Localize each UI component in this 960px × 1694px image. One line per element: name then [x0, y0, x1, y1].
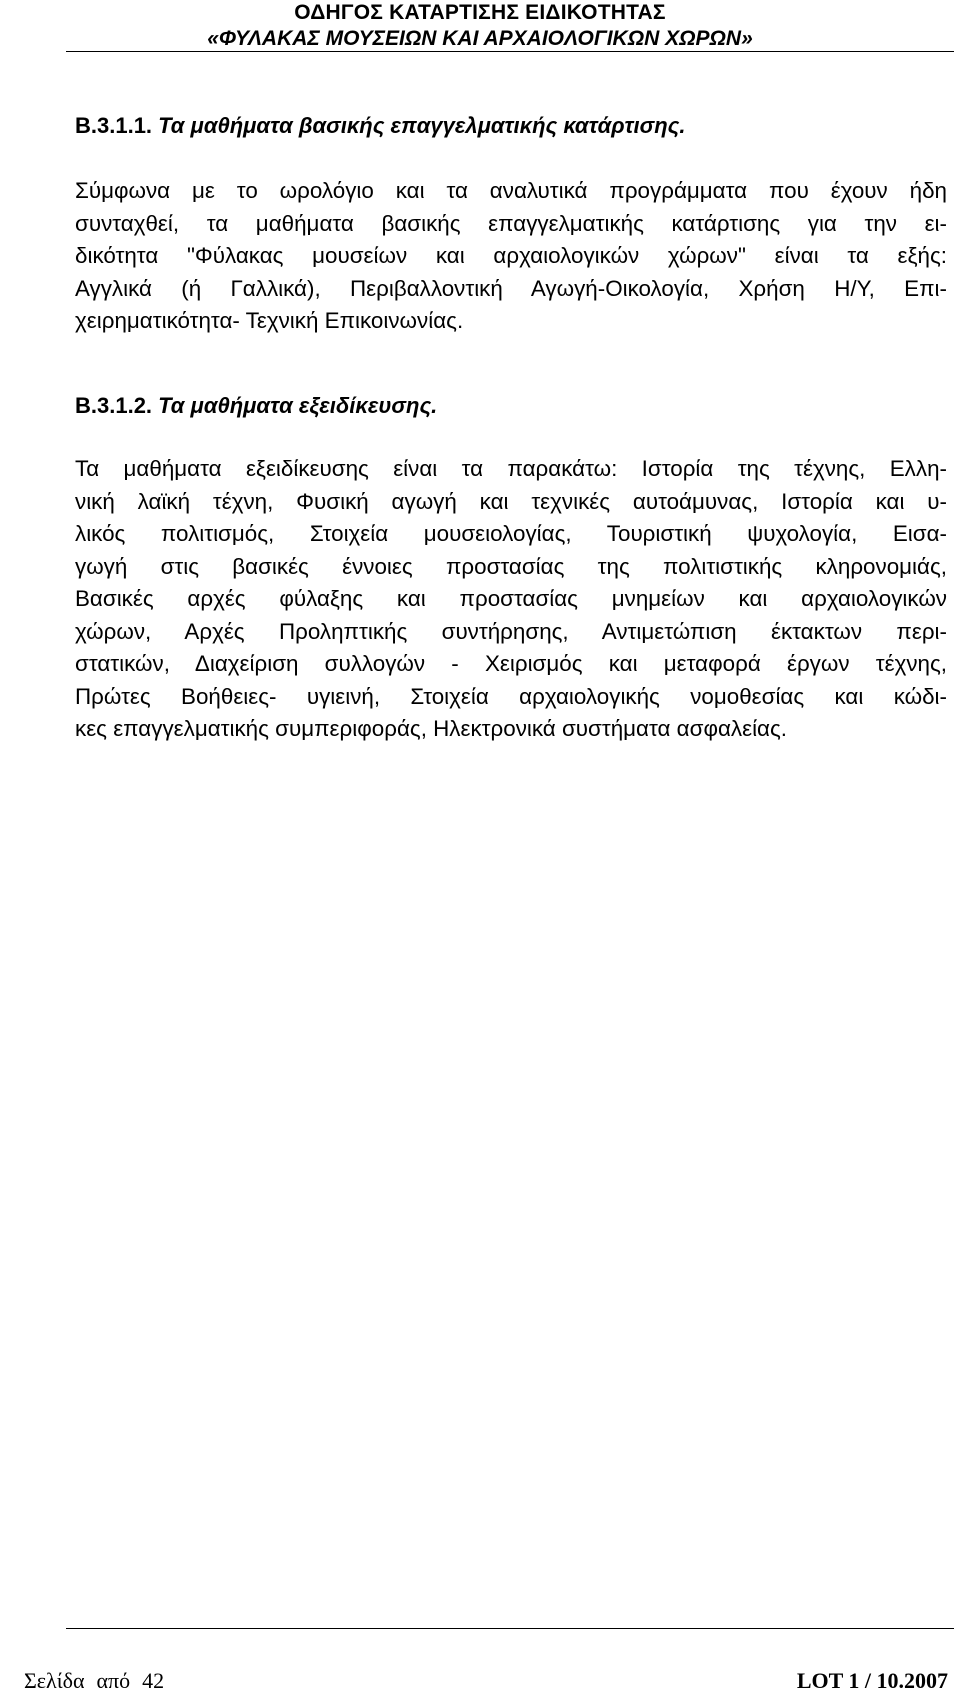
- text-line: συνταχθεί, τα μαθήματα βασικής επαγγελματικής κατάρτισης για την ει-: [75, 210, 947, 236]
- text-line: κες επαγγελματικής συμπεριφοράς, Ηλεκτρονικά συστήματα ασφαλείας.: [75, 716, 788, 741]
- total-pages: 42: [142, 1668, 165, 1693]
- text-line: Τα μαθήματα εξειδίκευσης είναι τα παρακάτω: Ιστορία της τέχνης, Ελλη-: [75, 456, 947, 481]
- text-line: δικότητα "Φύλακας μουσείων και αρχαιολογικών χώρων" είναι τα εξής:: [75, 243, 947, 268]
- document-code: LOT 1 / 10.2007: [796, 1668, 948, 1693]
- text-line: Αγγλικά (ή Γαλλικά), Περιβαλλοντική Αγωγή-Οικολογία, Χρήση Η/Υ, Επι-: [75, 275, 947, 301]
- text-line: λικός πολιτισμός, Στοιχεία μουσειολογίας, Τουριστική ψυχολογία, Εισα-: [75, 521, 947, 546]
- text-line: γωγή στις βασικές έννοιες προστασίας της πολιτιστικής κληρονομιάς,: [75, 553, 947, 579]
- specialization-courses-paragraph: [75, 453, 947, 746]
- header-divider: [66, 51, 954, 52]
- text-line: χώρων, Αρχές Προληπτικής συντήρησης, Αντιμετώπιση έκτακτων περι-: [75, 618, 947, 644]
- text-line: Σύμφωνα με το ωρολόγιο και τα αναλυτικά προγράμματα που έχουν ήδη: [75, 178, 947, 203]
- text-line: Πρώτες Βοήθειες- υγιεινή, Στοιχεία αρχαιολογικής νομοθεσίας και κώδι-: [75, 683, 947, 709]
- text-line: χειρηματικότητα- Τεχνική Επικοινωνίας.: [75, 308, 464, 333]
- page-number: [24, 1668, 164, 1694]
- section-number: Β.3.1.2.: [75, 393, 153, 418]
- text-line: στατικών, Διαχείριση συλλογών - Χειρισμός και μεταφορά έργων τέχνης,: [75, 651, 947, 676]
- header-title: ΟΔΗΓΟΣ ΚΑΤΑΡΤΙΣΗΣ ΕΙΔΙΚΟΤΗΤΑΣ: [294, 1, 666, 24]
- footer-divider: [66, 1628, 954, 1629]
- text-line: νική λαϊκή τέχνη, Φυσική αγωγή και τεχνικές αυτοάμυνας, Ιστορία και υ-: [75, 488, 947, 514]
- header-subtitle: «ΦΥΛΑΚΑΣ ΜΟΥΣΕΙΩΝ ΚΑΙ ΑΡΧΑΙΟΛΟΓΙΚΩΝ ΧΩΡΩΝ»: [207, 27, 753, 50]
- page-word: Σελίδα: [24, 1668, 85, 1693]
- section-heading-specialization-courses: [75, 391, 437, 421]
- section-heading-basic-courses: [75, 111, 686, 141]
- of-word: από: [96, 1668, 131, 1693]
- section-title: Τα μαθήματα βασικής επαγγελματικής κατάρτισης.: [158, 113, 686, 138]
- basic-courses-paragraph: [75, 175, 947, 338]
- text-line: Βασικές αρχές φύλαξης και προστασίας μνημείων και αρχαιολογικών: [75, 586, 947, 611]
- section-number: Β.3.1.1.: [75, 113, 153, 138]
- section-title: Τα μαθήματα εξειδίκευσης.: [158, 393, 438, 418]
